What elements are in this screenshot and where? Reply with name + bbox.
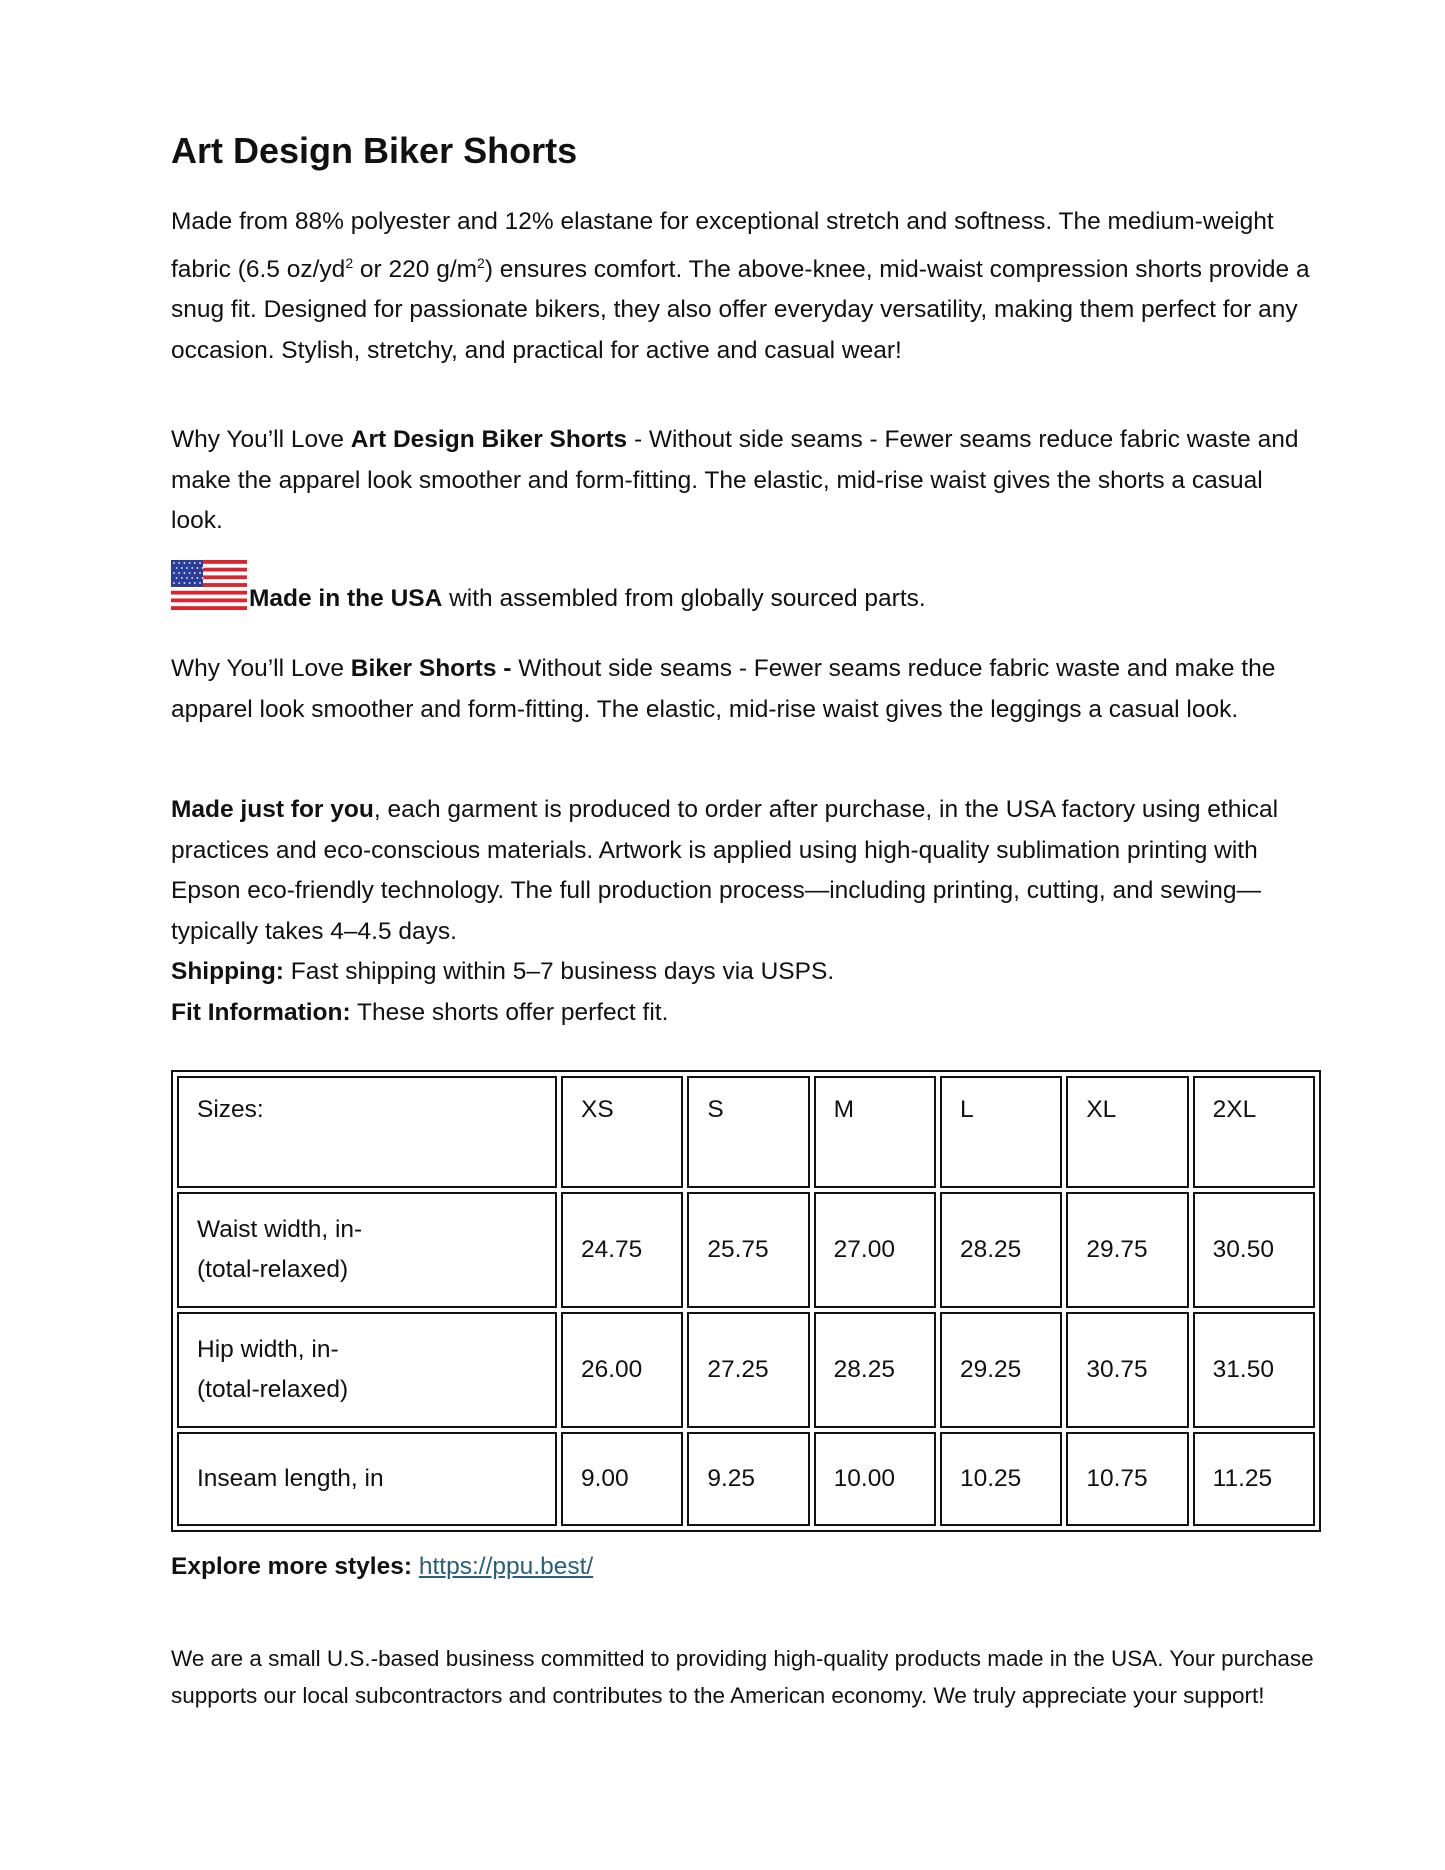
table-cell: 31.50: [1193, 1312, 1315, 1428]
table-cell: 10.75: [1066, 1432, 1188, 1526]
table-cell: 10.25: [940, 1432, 1062, 1526]
table-cell: 28.25: [940, 1192, 1062, 1308]
inseam-length-row: [177, 1432, 1315, 1526]
explore-link[interactable]: https://ppu.best/: [418, 1553, 594, 1580]
made-for-you-text: , each garment is produced to order after purchase, in the USA factory using ethical practices and eco-conscious materials. Artwork is applied using high-quality sublimation printing with Epson eco-friendly technology. The full production process—including printing, cutting, and sewing—typically takes 4–4.5 days.: [171, 796, 1279, 945]
footer-note: We are a small U.S.-based business committed to providing high-quality products made in the USA. Your purchase supports our local subcontractors and contributes to the American economy. We truly appreciate your support!: [171, 1646, 1314, 1708]
why-love-paragraph-1: [171, 420, 1321, 542]
table-cell: 30.50: [1193, 1192, 1315, 1308]
size-header-cell: M: [814, 1076, 936, 1188]
intro-sup-2: 2: [477, 254, 485, 271]
table-cell: 9.25: [687, 1432, 809, 1526]
made-in-usa-line: [171, 560, 1321, 620]
made-in-usa-text: with assembled from globally sourced parts.: [442, 585, 926, 612]
table-cell: 27.25: [687, 1312, 809, 1428]
table-cell: 27.00: [814, 1192, 936, 1308]
intro-text-3: ) ensures comfort. The above-knee, mid-waist compression shorts provide a snug fit. Designed for passionate bikers, they also offer everyday versatility, making them perfect for any occasion. Stylish, stretchy, and practical for active and casual wear!: [171, 255, 1310, 364]
why1-product-name: Art Design Biker Shorts: [350, 426, 628, 453]
intro-text-1: Made from 88% polyester and 12% elastane for exceptional stretch and softness. The medium-weight fabric (6.5 oz/yd: [171, 208, 1274, 283]
table-cell: 29.75: [1066, 1192, 1188, 1308]
intro-sup-1: 2: [345, 254, 354, 271]
shipping-label: Shipping:: [171, 958, 284, 985]
hip-width-row: [177, 1312, 1315, 1428]
explore-label: Explore more styles:: [171, 1553, 413, 1580]
why1-text: - Without side seams - Fewer seams reduce fabric waste and make the apparel look smoother and form-fitting. The elastic, mid-rise waist gives the shorts a casual look.: [171, 426, 1299, 534]
fit-label: Fit Information:: [171, 998, 351, 1026]
table-cell: 9.00: [561, 1432, 683, 1526]
table-cell: 29.25: [940, 1312, 1062, 1428]
row-label-line2: (total-relaxed): [197, 1376, 349, 1403]
why1-lead: Why You’ll Love: [171, 426, 351, 453]
row-label: [177, 1312, 557, 1428]
row-label-line1: Hip width, in-: [197, 1336, 339, 1363]
row-label-line2: (total-relaxed): [197, 1256, 349, 1283]
why2-lead: Why You’ll Love: [171, 655, 351, 682]
table-cell: 28.25: [814, 1312, 936, 1428]
row-label-line1: Waist width, in-: [197, 1216, 363, 1243]
table-cell: 11.25: [1193, 1432, 1315, 1526]
explore-more-line: [171, 1553, 593, 1581]
row-label: [177, 1192, 557, 1308]
size-header-row: [177, 1076, 1315, 1188]
intro-text-2: or 220 g/m: [353, 255, 478, 283]
made-for-you-label: Made just for you: [171, 796, 374, 823]
size-header-label: Sizes:: [177, 1076, 557, 1188]
made-in-usa-label: Made in the USA: [249, 585, 443, 612]
table-cell: 30.75: [1066, 1312, 1188, 1428]
table-cell: 24.75: [561, 1192, 683, 1308]
why2-text: Without side seams - Fewer seams reduce fabric waste and make the apparel look smoother and form-fitting. The elastic, mid-rise waist gives the leggings a casual look.: [171, 655, 1276, 723]
us-flag-icon: [171, 560, 247, 610]
size-header-cell: L: [940, 1076, 1062, 1188]
waist-width-row: [177, 1192, 1315, 1308]
page-title: Art Design Biker Shorts: [171, 130, 578, 171]
table-cell: 10.00: [814, 1432, 936, 1526]
size-header-cell: XL: [1066, 1076, 1188, 1188]
size-header-cell: 2XL: [1193, 1076, 1315, 1188]
why2-product-name: Biker Shorts -: [350, 655, 512, 682]
size-header-cell: XS: [561, 1076, 683, 1188]
production-paragraph: [171, 790, 1321, 1033]
row-label: Inseam length, in: [177, 1432, 557, 1526]
intro-paragraph: [171, 202, 1321, 371]
size-header-cell: S: [687, 1076, 809, 1188]
table-cell: 25.75: [687, 1192, 809, 1308]
why-love-paragraph-2: [171, 649, 1321, 730]
shipping-text: Fast shipping within 5–7 business days via USPS.: [283, 958, 835, 985]
size-chart-table: [171, 1070, 1321, 1532]
table-cell: 26.00: [561, 1312, 683, 1428]
fit-text: These shorts offer perfect fit.: [350, 998, 669, 1026]
